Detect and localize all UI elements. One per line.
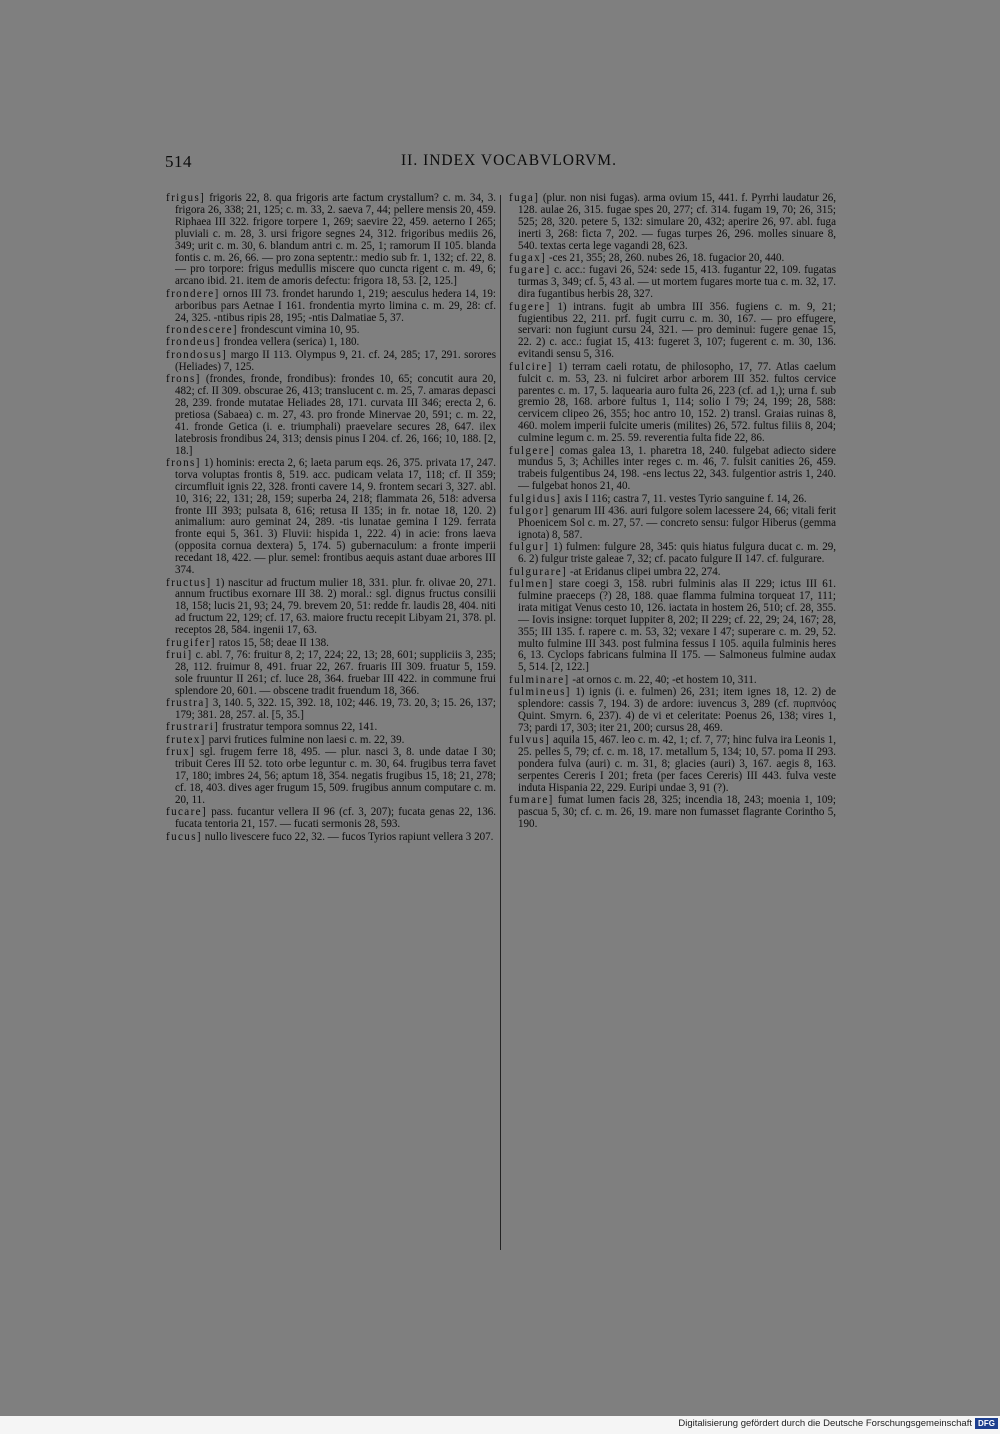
entry-text: parvi frutices fulmine non laesi c. m. 22, 39.	[208, 733, 405, 746]
left-column	[166, 193, 496, 844]
index-entry	[509, 494, 836, 506]
index-entry	[509, 193, 836, 253]
entry-lemma: fulmen]	[509, 578, 554, 590]
entry-text: 1) intrans. fugit ab umbra III 356. fugiens c. m. 9, 21; fugientibus 22, 211. prf. fugit curru c. m. 30, 167. — pro effugere, servari: non fugiunt cursu 24, 321. — pro deminui: fugere genae 15, 22. 2) c. acc.: fugiat 15, 413: fugeret 3, 107; fugerent c. m. 30, 136. evitandi sensu 5, 316.	[518, 300, 836, 361]
entry-lemma: frondosus]	[166, 348, 228, 361]
entry-text: stare coegi 3, 158. rubri fulminis alas II 229; ictus III 61. fulmine praeceps (?) 28, 188. quae flamma fulmina torqueat 17, 111; irata mitigat Venus cesto 10, 126. iactata in hostem 26, 510; cf. 28, 355. — Iovis insigne: torquet Iuppiter 8, 202; II 229; cf. 22, 29; 24, 167; 28, 355; III 135. f. rapere c. m. 53, 32; vexare I 47; superare c. m. 29, 52. multo fulmine III 343. post fulmina fessus I 105. aquila fulminis heres 6, 13. Cyclops fabricans fulmina II 175. — Salmoneus fulmine audax 5, 514. [2, 122.]	[518, 578, 836, 674]
dfg-logo-icon: DFG	[975, 1418, 998, 1429]
entry-text: c. abl. 7, 76: fruitur 8, 2; 17, 224; 22, 13; 28, 601; suppliciis 3, 235; 28, 112. fruimur 8, 491. fruar 22, 267. fruaris III 309. fruatur 5, 159. sole fruuntur II 261; cf. luce 28, 364. fruebar III 422. in commune frui splendore 20, 601. — obscene tradit fruendum 18, 366.	[175, 648, 496, 697]
index-entry	[509, 579, 836, 674]
entry-text: (frondes, fronde, frondibus): frondes 10, 65; concutit aura 20, 482; cf. II 309. obscurae 26, 413; translucent c. m. 25, 7. amaras depasci 28, 239. fronde mutatae Heliades 28, 171. curvata III 346; erecta 2, 6. pretiosa (Sabaea) c. m. 27, 43. pro fronde Minervae 20, 591; c. m. 22, 41. fronde Getica (i. e. triumphali) praevelare secures 28, 647. ilex latebrosis frondibus 24, 313; densis pinus I 204. cf. 26, 166; 10, 188. [2, 18.]	[175, 373, 496, 457]
index-entry	[509, 253, 836, 265]
entry-text: genarum III 436. auri fulgore solem lacessere 24, 66; vitali ferit Phoenicem Sol c. m. 27, 57. — concreto sensu: fulgor Hiberus (gemma ignota) 8, 587.	[518, 505, 836, 541]
entry-text: margo II 113. Olympus 9, 21. cf. 24, 285; 17, 291. sorores (Heliades) 7, 125.	[175, 348, 496, 373]
entry-lemma: frigus]	[166, 192, 206, 204]
index-entry	[166, 747, 496, 807]
index-entry	[509, 567, 836, 579]
entry-text: -at ornos c. m. 22, 40; -et hostem 10, 311.	[572, 673, 757, 686]
index-entry	[509, 265, 836, 301]
entry-text: aquila 15, 467. leo c. m. 42, 1; cf. 7, 77; hinc fulva ira Leonis 1, 25. pelles 5, 79; cf. c. m. 18, 17. metallum 5, 134; 10, 57. poma II 293. pondera fulva (auri) c. m. 31, 8; glacies (auri) 3, 167. aegis 8, 163. serpentes Cereris I 201; freta (per faces Cereris) III 443. fulva veste induta Hispania 22, 229. Euripi undae 3, 91 (?).	[518, 734, 836, 794]
entry-lemma: frux]	[166, 746, 196, 759]
index-entry	[509, 795, 836, 831]
entry-text: nullo livescere fuco 22, 32. — fucos Tyrios rapiunt vellera 3 207.	[204, 830, 494, 843]
entry-lemma: fulcire]	[509, 360, 553, 373]
entry-lemma: fumare]	[509, 794, 554, 807]
index-entry	[166, 698, 496, 722]
entry-text: comas galea 13, 1. pharetra 18, 240. fulgebat adiecto sidere mundus 5, 3; Achilles inter reges c. m. 46, 7. fulsit canities 26, 459. trabeis fulgentibus 24, 198. -ens lectus 22, 343. fulgentior astris 1, 240. — fulgebat honos 21, 40.	[518, 444, 836, 493]
entry-lemma: fulgere]	[509, 444, 556, 457]
entry-text: frigoris 22, 8. qua frigoris arte factum crystallum? c. m. 34, 3. frigora 26, 338; 21, 125; c. m. 33, 2. saeva 7, 44; pellere mensis 20, 459. Riphaea III 322. frigore torpere 1, 269; saevire 22, 459. aeterno I 265; pluviali c. m. 28, 3. ursi frigore segnes 24, 312. frigoribus mediis 26, 349; urit c. m. 30, 6. blandum antri c. m. 25, 1; ramorum II 105. blanda fontis c. m. 26, 66. — pro zona septentr.: medio sub fr. 1, 132; cf. 22, 8. — pro torpore: frigus medullis miscere quo cuncta rigent c. m. 49, 6; arcano ibid. 21. item de amoris defectu: frigora 18, 53. [2, 125.]	[175, 192, 496, 288]
entry-lemma: frondere]	[166, 287, 220, 300]
index-entry	[166, 193, 496, 288]
index-entry	[509, 687, 836, 735]
index-entry	[166, 832, 496, 844]
entry-lemma: frustrari]	[166, 721, 220, 734]
index-entry	[166, 337, 496, 349]
entry-text: ornos III 73. frondet harundo 1, 219; aesculus hedera 14, 19: arboribus pars Aetnae I 161. frondentia myrto limina c. m. 29, 28: cf. 24, 325. -ntibus ripis 28, 195; -ntis Dalmatiae 5, 37.	[175, 287, 496, 324]
page-number: 514	[165, 152, 192, 171]
entry-text: -ces 21, 355; 28, 260. nubes 26, 18. fugacior 20, 440.	[549, 252, 785, 265]
entry-text: c. acc.: fugavi 26, 524: sede 15, 413. fugantur 22, 109. fugatas turmas 3, 349; cf. 5, 43 al. — ut mortem fugares morte tua c. m. 32, 17. dira fugantibus herbis 28, 327.	[518, 264, 836, 301]
entry-text: 1) hominis: erecta 2, 6; laeta parum eqs. 26, 375. privata 17, 247. torva voluptas frontis 8, 519. acc. pudicam velata 17, 118; cf. II 359; circumfluit ignis 22, 328. fronti cavere 14, 9. frontem secari 3, 327. abl. 10, 316; 22, 131; 28, 159; superba 24, 218; flammata 26, 518: adversa fronte III 393; pulsata 8, 616; retusa II 135; in fr. notae 18, 120. 2) animalium: auro geminat 24, 289. -tis lunatae gemina I 129. ferrata fronte equi 5, 361. 3) Fluvii: hispida 1, 222. 4) in acie: frons laeva (opposita cornua dextera) 5, 174. 5) gubernaculum: a fronte imperii recedant 18, 422. — plur. semel: frontibus aequis astant duae arbores III 374.	[175, 456, 496, 577]
entry-lemma: fuga]	[509, 192, 540, 204]
running-title: II. INDEX VOCABVLORVM.	[401, 152, 617, 169]
entry-text: 1) fulmen: fulgure 28, 345: quis hiatus fulgura ducat c. m. 29, 6. 2) fulgur triste galeae 7, 32; cf. pacato fulgure II 147. cf. fulgurare.	[518, 541, 836, 566]
entry-text: 3, 140. 5, 322. 15, 392. 18, 102; 446. 19, 73. 20, 3; 15. 26, 137; 179; 381. 28, 257. al. [5, 35.]	[175, 697, 497, 721]
index-entry	[166, 735, 496, 747]
entry-lemma: fulminare]	[509, 673, 570, 686]
index-entry	[166, 578, 496, 638]
entry-lemma: fucus]	[166, 830, 203, 843]
entry-text: 1) ignis (i. e. fulmen) 26, 231; item ignes 18, 12. 2) de splendore: cassis 7, 194. 3) de ardore: iuvencus 3, 289 (cf. πυρπνόος Quint. Smyrn. 6, 237). 4) de vi et celeritate: Poenus 26, 138; vires 1, 73; pardi 17, 303; iter 21, 200; cursus 28, 469.	[518, 686, 836, 734]
entry-text: ratos 15, 58; deae II 138.	[218, 636, 329, 649]
entry-text: pass. fucantur vellera II 96 (cf. 3, 207); fucata genas 22, 136. fucata tentoria 21, 157. — fucati sermonis 28, 593.	[175, 806, 496, 831]
entry-text: 1) nascitur ad fructum mulier 18, 331. plur. fr. olivae 20, 271. annum fructibus exornare III 38. 2) moral.: sgl. dignus fructus consilii 18, 158; lucis 21, 93; 24, 79. brevem 20, 51: redde fr. laudis 28, 404. niti ad fructum 22, 129; cf. 17, 63. maiore fructu recepit Libyam 21, 378. pl. receptos 28, 584. ingenii 17, 63.	[175, 576, 496, 637]
page-header	[165, 152, 837, 172]
entry-lemma: frugifer]	[166, 636, 217, 649]
index-entry	[509, 362, 836, 445]
column-divider	[500, 195, 501, 1250]
index-entry	[166, 289, 496, 325]
entry-lemma: frons]	[166, 456, 201, 469]
entry-text: frondescunt vimina 10, 95.	[240, 323, 360, 336]
entry-lemma: frondescere]	[166, 323, 238, 336]
index-entry	[166, 807, 496, 831]
entry-lemma: fulgur]	[509, 541, 550, 554]
index-entry	[509, 542, 836, 566]
index-entry	[166, 638, 496, 650]
index-entry	[166, 374, 496, 457]
entry-text: fumat lumen facis 28, 325; incendia 18, 243; moenia 1, 109; pascua 5, 30; cf. c. m. 26, 19. mare non fumasset flagrante Corintho 5, 190.	[518, 794, 836, 831]
index-entry	[509, 446, 836, 494]
entry-text: axis I 116; castra 7, 11. vestes Tyrio sanguine f. 14, 26.	[564, 492, 807, 505]
entry-text: frustratur tempora somnus 22, 141.	[222, 721, 378, 734]
entry-lemma: fugax]	[509, 252, 547, 265]
entry-lemma: frondeus]	[166, 336, 221, 349]
index-entry	[166, 350, 496, 374]
funding-credit: Digitalisierung gefördert durch die Deutsche Forschungsgemeinschaft	[678, 1418, 972, 1429]
entry-lemma: fulgidus]	[509, 492, 562, 505]
entry-text: (plur. non nisi fugas). arma ovium 15, 441. f. Pyrrhi laudatur 26, 128. aulae 26, 315. fugae spes 20, 277; cf. 314. fugam 19, 70; 26, 315; 525; 28, 320. petere 5, 132: simulare 20, 432; aperire 26, 97. abl. fuga inerti 3, 268: ficta 7, 202. — fugas turpes 26, 296. molles sinuare 8, 540. textas certa lege vagandi 28, 623.	[518, 192, 836, 252]
entry-lemma: frui]	[166, 648, 193, 661]
entry-lemma: fulgor]	[509, 505, 550, 518]
index-entry	[166, 722, 496, 734]
entry-lemma: frons]	[166, 373, 201, 386]
entry-text: -at Eridanus clipei umbra 22, 274.	[569, 565, 721, 578]
entry-lemma: frutex]	[166, 733, 206, 746]
index-entry	[166, 325, 496, 337]
index-entry	[166, 650, 496, 698]
entry-text: 1) terram caeli rotatu, de philosopho, 17, 77. Atlas caelum fulcit c. m. 53, 23. ni fulciret arbor arborem III 352. fultos cervice parentes c. m. 17, 5. laquearia auro fulta 26, 223 (cf. ad 1,); urna f. sub gremio 28, 168. arbore fultus 1, 114; solio I 79; 24, 199; 28, 588: cervicem clipeo 26, 355; hoc antro 10, 152. 2) transl. Graias ruinas 8, 460. molem imperii fulcite umeris (milites) 26, 572. fultus filiis 8, 204; culmine legum c. m. 25. 59. reverentia fulta fide 22, 86.	[518, 360, 836, 445]
index-entry	[509, 675, 836, 687]
index-entry	[166, 458, 496, 577]
index-entry	[509, 735, 836, 795]
entry-lemma: fugare]	[509, 264, 551, 277]
entry-lemma: fucare]	[166, 806, 208, 819]
entry-lemma: fulmineus]	[509, 686, 571, 699]
entry-text: frondea vellera (serica) 1, 180.	[223, 336, 360, 349]
entry-text: sgl. frugem ferre 18, 495. — plur. nasci 3, 8. unde datae I 30; tribuit Ceres III 52. toto orbe leguntur c. m. 30, 64. frugibus terra favet 17, 180; imbres 24, 56; aptum 18, 354. negatis frugibus 15, 18; 21, 278; cf. 18, 403. dives ager frugum 15, 509. frugibus annum computare c. m. 20, 11.	[175, 746, 496, 806]
entry-lemma: fugere]	[509, 300, 551, 313]
entry-lemma: fulgurare]	[509, 565, 568, 578]
index-entry	[509, 302, 836, 362]
entry-lemma: fulvus]	[509, 734, 551, 747]
index-entry	[509, 506, 836, 542]
entry-lemma: frustra]	[166, 697, 210, 710]
entry-lemma: fructus]	[166, 576, 212, 589]
right-column	[509, 193, 836, 832]
